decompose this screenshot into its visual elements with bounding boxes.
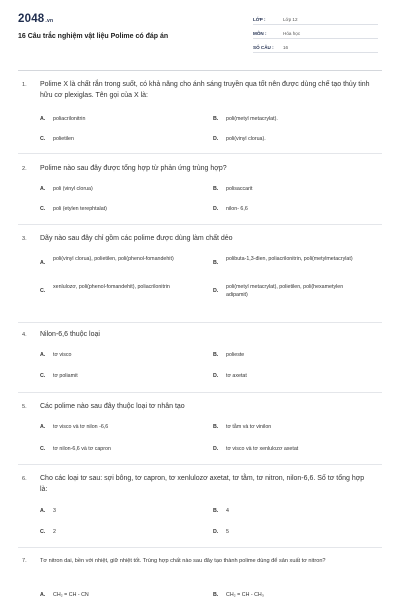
question-divider <box>18 547 382 548</box>
document-header <box>0 0 400 58</box>
question-divider <box>18 392 382 393</box>
question-text: Tơ nitron dai, bền với nhiệt, giữ nhiệt tốt. Trùng hợp chất nào sau đây tạo thành polime dùng để sản xuất tơ nitron? <box>40 558 326 564</box>
question-divider <box>18 224 382 225</box>
question-divider <box>18 322 382 323</box>
option-a[interactable]: A. poli(vinyl clorua), polietilen, poli(phenol-fomandehit) <box>40 256 174 266</box>
question-text: Cho các loại tơ sau: sợi bông, tơ capron, tơ xenlulozơ axetat, tơ tằm, tơ nitron, nilon-6,6. Số tơ tổng hợp là: <box>40 475 365 493</box>
question-text: Dãy nào sau đây chỉ gồm các polime được dùng làm chất dẻo <box>40 235 233 242</box>
site-logo[interactable]: 2048.vn <box>18 13 54 25</box>
option-c[interactable]: C. xenlulozơ, poli(phenol-fomandehit), poliacrilonitrin <box>40 284 170 294</box>
question-divider <box>18 464 382 465</box>
header-divider <box>18 70 382 71</box>
question-text: Các polime nào sau đây thuộc loại tơ nhân tạo <box>40 403 185 410</box>
meta-question-count: SỐ CÂU : 16 <box>253 42 378 53</box>
meta-subject: MÔN : Hóa học <box>253 28 378 39</box>
document-title: 16 Câu trắc nghiệm vật liệu Polime có đáp án <box>18 33 169 40</box>
question-text: Polime X là chất rắn trong suốt, có khả năng cho ánh sáng truyền qua tốt nên được dùng chế tạo thủy tinh hữu cơ plexiglas. Tên gọi của X là: <box>40 81 370 99</box>
option-b[interactable]: B. polibuta-1,3-đien, poliacrilonitrin, poli(metylmetacrylat) <box>213 256 353 266</box>
option-d[interactable]: D. poli(metyl metacrylat), polietilen, poli(hexametylen adipamit) <box>213 284 344 298</box>
meta-class: LỚP : Lớp 12 <box>253 14 378 25</box>
question-text: Polime nào sau đây được tổng hợp từ phản ứng trùng hợp? <box>40 165 227 172</box>
question-divider <box>18 153 382 154</box>
question-text: Nilon-6,6 thuộc loại <box>40 331 100 338</box>
document-page: 2048.vn 16 Câu trắc nghiệm vật liệu Polime có đáp án LỚP : Lớp 12 MÔN : Hóa học SỐ CÂU : 16 1. Polime X là chất rắn trong suốt, có khả năng cho ánh sáng truyền qua tốt nên được dùng chế tạo thủy tinh hữu cơ plexiglas. Tên gọi của X là: A. poliacrilonitrin B. poli(metyl metacrylat). C. polietilen D. poli(vinyl clorua). 2. Polime nào sau đây được tổng hợp từ phản ứng trùng hợp? A. poli (vinyl clorua) B. polisaccarit C. poli (etylen terephtalat) D. nilon- 6,6 3. Dãy nào sau đây chỉ gồm các polime được dùng làm chất dẻo A. poli(vinyl clorua), polietilen, poli(phenol-fomandehit) B. polibuta-1,3-đien, poliacrilonitrin, poli(metylmetacrylat) C. xenlulozơ, poli(phenol-fomandehit), poliacrilonitrin D. poli(metyl metacrylat), polietilen, poli(hexametylen adipamit) 4. Nilon-6,6 thuộc loại A. tơ visco B. polieste C. tơ poliamit D. tơ axetat 5. Các polime nào sau đây thuộc loại tơ nhân tạo A. tơ visco và tơ nilon -6,6 B. tơ tằm và tơ vinilon C. tơ nilon-6,6 và tơ capron D. tơ visco và tơ xenlulozơ axetat 6. Cho các loại tơ sau: sợi bông, tơ capron, tơ xenlulozơ axetat, tơ tằm, tơ nitron, nilon-6,6. Số tơ tổng hợp là: A. 3 B. 4 C. 2 D. 5 7. Tơ nitron dai, bền với nhiệt, giữ nhiệt tốt. Trùng hợp chất nào sau đây tạo thành polime dùng để sản xuất tơ nitron? A. CH₂ = CH - CN B. CH₂ = CH - CH₃ <box>0 0 400 600</box>
